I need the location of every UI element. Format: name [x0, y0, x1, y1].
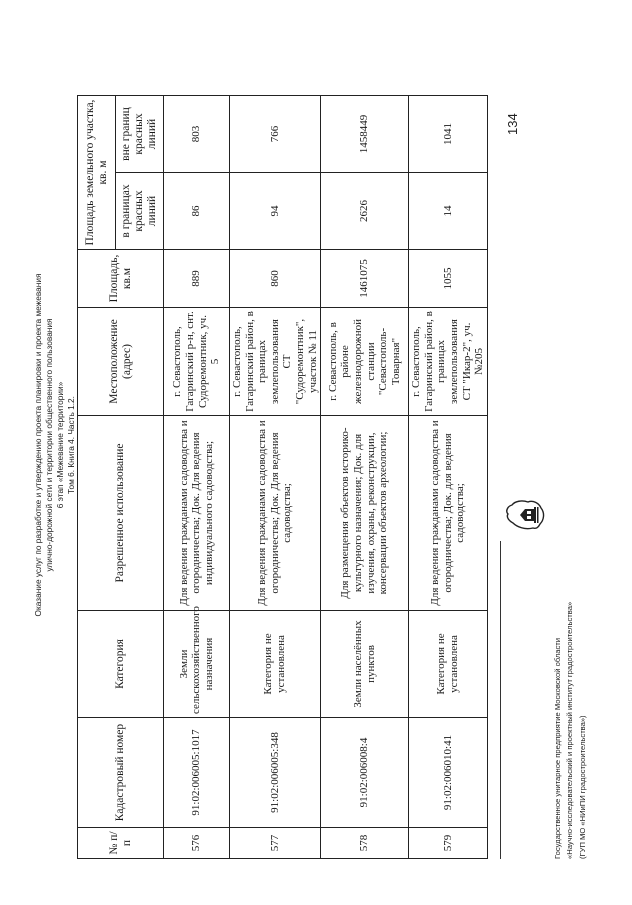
- cell-inside: 94: [230, 173, 321, 250]
- table-row: [230, 96, 321, 859]
- organization-line-3: (ГУП МО «НИиПИ градостроительства»): [577, 715, 587, 859]
- header-line-2: улично-дорожной сети и территории общественного пользования: [44, 318, 54, 572]
- cell-cadastral: 91:02:006008:4: [321, 718, 409, 828]
- page-number: 134: [505, 113, 520, 135]
- cell-permitted-use: Для ведения гражданами садоводства и огородничества; Док. для ведения садоводства;: [409, 416, 488, 611]
- nipi-logo-icon: [503, 497, 549, 533]
- cell-location: г. Севастополь, Гагаринский район, в границах землепользования СТ "Икар-2", уч. №205: [409, 308, 488, 416]
- organization-block: [552, 519, 589, 859]
- cell-location: г. Севастополь, Гагаринский р-н, снт. Судоремонтник, уч. 5: [164, 308, 230, 416]
- cell-num: 577: [230, 828, 321, 859]
- cell-inside: 86: [164, 173, 230, 250]
- cell-outside: 803: [164, 96, 230, 173]
- cell-permitted-use: Для ведения гражданами садоводства и огородничества; Док. Для ведения индивидуального садоводства;: [164, 416, 230, 611]
- land-plots-table: [77, 95, 488, 859]
- cell-num: 576: [164, 828, 230, 859]
- cell-outside: 1458449: [321, 96, 409, 173]
- cell-inside: 2626: [321, 173, 409, 250]
- cell-category: Земли населённых пунктов: [321, 611, 409, 718]
- header-outside-red-lines: вне границ красных линий: [116, 96, 164, 173]
- cell-num: 579: [409, 828, 488, 859]
- cell-area: 1461075: [321, 250, 409, 308]
- cell-permitted-use: Для ведения гражданами садоводства и огородничества; Док. Для ведения садоводства;: [230, 416, 321, 611]
- document-header: [33, 185, 77, 705]
- cell-area: 889: [164, 250, 230, 308]
- table-row: [409, 96, 488, 859]
- cell-area: 860: [230, 250, 321, 308]
- cell-outside: 1041: [409, 96, 488, 173]
- cell-location: г. Севастополь, в районе железнодорожной станции "Севастополь-Товарная": [321, 308, 409, 416]
- cell-area: 1055: [409, 250, 488, 308]
- cell-category: Категория не установлена: [230, 611, 321, 718]
- header-category: Категория: [78, 611, 164, 718]
- table-row: [164, 96, 230, 859]
- header-permitted-use: Разрешенное использование: [78, 416, 164, 611]
- organization-line-2: «Научно-исследовательский и проектный институт градостроительства»: [565, 601, 575, 859]
- organization-line-1: Государственное унитарное предприятие Московской области: [553, 637, 562, 859]
- cell-cadastral: 91:02:006010:41: [409, 718, 488, 828]
- header-line-3: 6 этап «Межевание территории»: [55, 381, 65, 509]
- cell-category: Категория не установлена: [409, 611, 488, 718]
- header-inside-red-lines: в границах красных линий: [116, 173, 164, 250]
- cell-category: Земли сельскохозяйственного назначения: [164, 611, 230, 718]
- cell-location: г. Севастополь, Гагаринский район, в границах землепользования СТ "Судоремонтник", участок № 11: [230, 308, 321, 416]
- header-line-4: Том 6. Книга 4. Часть 1.2.: [66, 396, 76, 494]
- header-num: № п/п: [78, 828, 164, 859]
- cell-outside: 766: [230, 96, 321, 173]
- header-location: Местоположение (адрес): [78, 308, 164, 416]
- header-area: Площадь, кв.м: [78, 250, 164, 308]
- cell-num: 578: [321, 828, 409, 859]
- header-line-1: Оказание услуг по разработке и утверждению проекта планировки и проекта межевания: [33, 273, 43, 617]
- table-row: [321, 96, 409, 859]
- cell-cadastral: 91:02:006005:1017: [164, 718, 230, 828]
- cell-permitted-use: Для размещения объектов историко-культурного назначения; Док. для изучения, охраны, реконструкции, консервации объектов археологии;: [321, 416, 409, 611]
- footer-divider: [500, 541, 501, 859]
- header-cadastral: Кадастровый номер: [78, 718, 164, 828]
- cell-inside: 14: [409, 173, 488, 250]
- cell-cadastral: 91:02:006005:348: [230, 718, 321, 828]
- header-land-area: Площадь земельного участка, кв. м: [78, 96, 116, 250]
